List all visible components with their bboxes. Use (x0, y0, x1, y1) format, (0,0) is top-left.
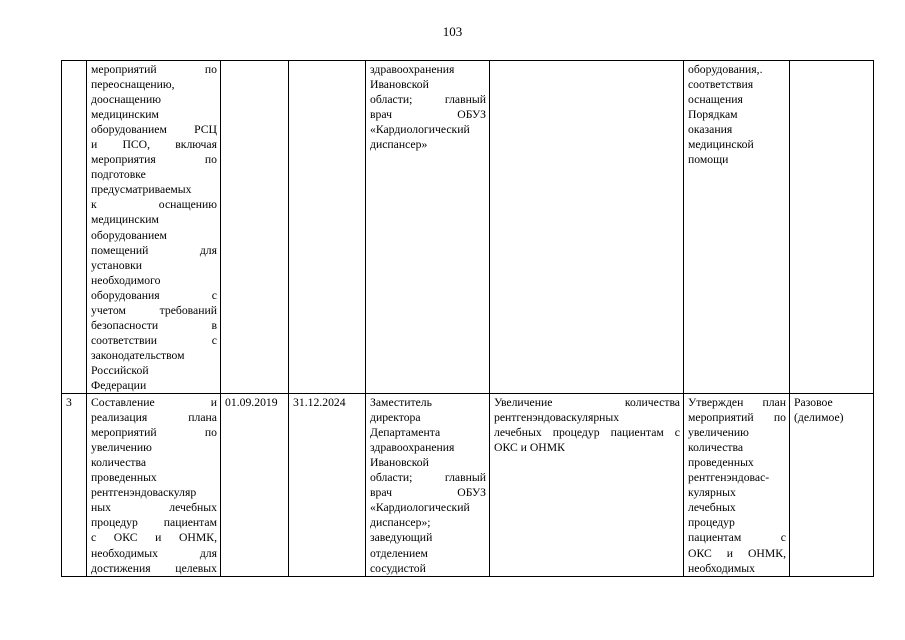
responsible-line: области; главный (370, 93, 486, 107)
control-cell (684, 394, 790, 577)
responsible-line: здравоохранения (370, 63, 455, 76)
end-date-cell: 31.12.2024 (289, 394, 366, 577)
control-line: Утвержден план (688, 396, 786, 410)
control-cell (684, 61, 790, 394)
activity-line: необходимого (91, 273, 161, 287)
responsible-line: Ивановской (370, 456, 429, 470)
result-line: Увеличение количества (494, 396, 680, 410)
control-line: мероприятий по (688, 411, 786, 425)
activity-line: мероприятий по (91, 426, 217, 440)
row-number-cell: 3 (62, 394, 87, 577)
activity-line: количества (91, 456, 147, 470)
control-line: оснащения (688, 93, 743, 107)
activity-line: проведенных (91, 471, 157, 485)
control-line: Порядкам (688, 108, 738, 122)
type-cell (790, 394, 874, 577)
control-line: рентгенэндоваc- (688, 471, 770, 485)
activities-table (61, 60, 874, 577)
control-line: кулярных (688, 486, 736, 500)
activity-line: ных лечебных (91, 501, 217, 515)
responsible-line: отделением (370, 546, 428, 560)
control-line: процедур (688, 516, 735, 530)
result-line: рентгенэндоваскулярных (494, 411, 620, 425)
control-line: пациентам с (688, 531, 786, 545)
control-line: необходимых (688, 561, 755, 575)
activity-line: необходимых для (91, 546, 217, 560)
responsible-line: врач ОБУЗ (370, 108, 486, 122)
responsible-line: Департамента (370, 426, 441, 440)
control-line: медицинской (688, 138, 754, 152)
responsible-line: Ивановской (370, 78, 429, 92)
activity-line: реализация плана (91, 411, 217, 425)
activity-line: законодательством (91, 348, 185, 362)
control-line: увеличению (688, 426, 749, 440)
responsible-line: директора (370, 411, 421, 425)
control-line: ОКС и ОНМК, (688, 546, 786, 560)
result-cell (490, 61, 684, 394)
activity-line: Составление и (91, 396, 217, 410)
type-line: Разовое (794, 396, 833, 410)
control-line: соответствия (688, 78, 754, 92)
row-number-cell (62, 61, 87, 394)
responsible-line: заведующий (370, 531, 433, 545)
control-line: лечебных (688, 501, 736, 515)
activity-line: безопасности в (91, 318, 217, 332)
control-line: помощи (688, 153, 729, 167)
activity-line: учетом требований (91, 303, 217, 317)
type-cell (790, 61, 874, 394)
activity-line: оборудования с (91, 288, 217, 302)
responsible-line: врач ОБУЗ (370, 486, 486, 500)
activity-line: достижения целевых (91, 561, 217, 575)
responsible-line: «Кардиологический (370, 501, 470, 515)
activity-line: медицинским (91, 213, 159, 227)
activity-line: и ПСО, включая (91, 138, 217, 152)
type-line: (делимое) (794, 411, 844, 425)
responsible-line: здравоохранения (370, 441, 455, 455)
activity-line: установки (91, 258, 143, 272)
activity-line: медицинским (91, 108, 159, 122)
page-number: 103 (442, 24, 463, 39)
activity-line: оборудованием (91, 228, 167, 242)
end-date-cell (289, 61, 366, 394)
control-line: оборудования,. (688, 63, 763, 76)
control-line: количества (688, 441, 744, 455)
activity-cell (87, 394, 221, 577)
activity-line: мероприятия по (91, 153, 217, 167)
activity-line: рентгенэндоваскуляр (91, 486, 197, 500)
activity-line: Федерации (91, 378, 147, 392)
activity-line: подготовке (91, 168, 146, 182)
activity-line: предусматриваемых (91, 183, 192, 197)
activity-line: дооснащению (91, 93, 161, 107)
activity-line: переоснащению, (91, 78, 175, 92)
responsible-line: Заместитель (370, 396, 432, 410)
start-date-cell (221, 61, 289, 394)
table-row-continued (62, 61, 874, 394)
responsible-line: области; главный (370, 471, 486, 485)
activity-line: Российской (91, 363, 149, 377)
result-line: ОКС и ОНМК (494, 441, 565, 455)
activity-line: с ОКС и ОНМК, (91, 531, 217, 545)
activity-line: мероприятий по (91, 63, 217, 76)
control-line: проведенных (688, 456, 754, 470)
responsible-line: сосудистой (370, 561, 426, 575)
responsible-line: диспансер»; (370, 516, 431, 530)
responsible-cell (366, 394, 490, 577)
responsible-line: диспансер» (370, 138, 428, 152)
activity-line: оборудованием РСЦ (91, 123, 217, 137)
result-cell (490, 394, 684, 577)
activity-line: помещений для (91, 243, 217, 257)
control-line: оказания (688, 123, 733, 137)
activity-line: процедур пациентам (91, 516, 217, 530)
table-row-3 (62, 394, 874, 577)
activity-line: соответствии с (91, 333, 217, 347)
result-line: лечебных процедур пациентам с (494, 426, 680, 440)
responsible-line: «Кардиологический (370, 123, 470, 137)
activity-line: к оснащению (91, 198, 217, 212)
responsible-cell (366, 61, 490, 394)
activity-cell (87, 61, 221, 394)
start-date-cell: 01.09.2019 (221, 394, 289, 577)
activity-line: увеличению (91, 441, 152, 455)
